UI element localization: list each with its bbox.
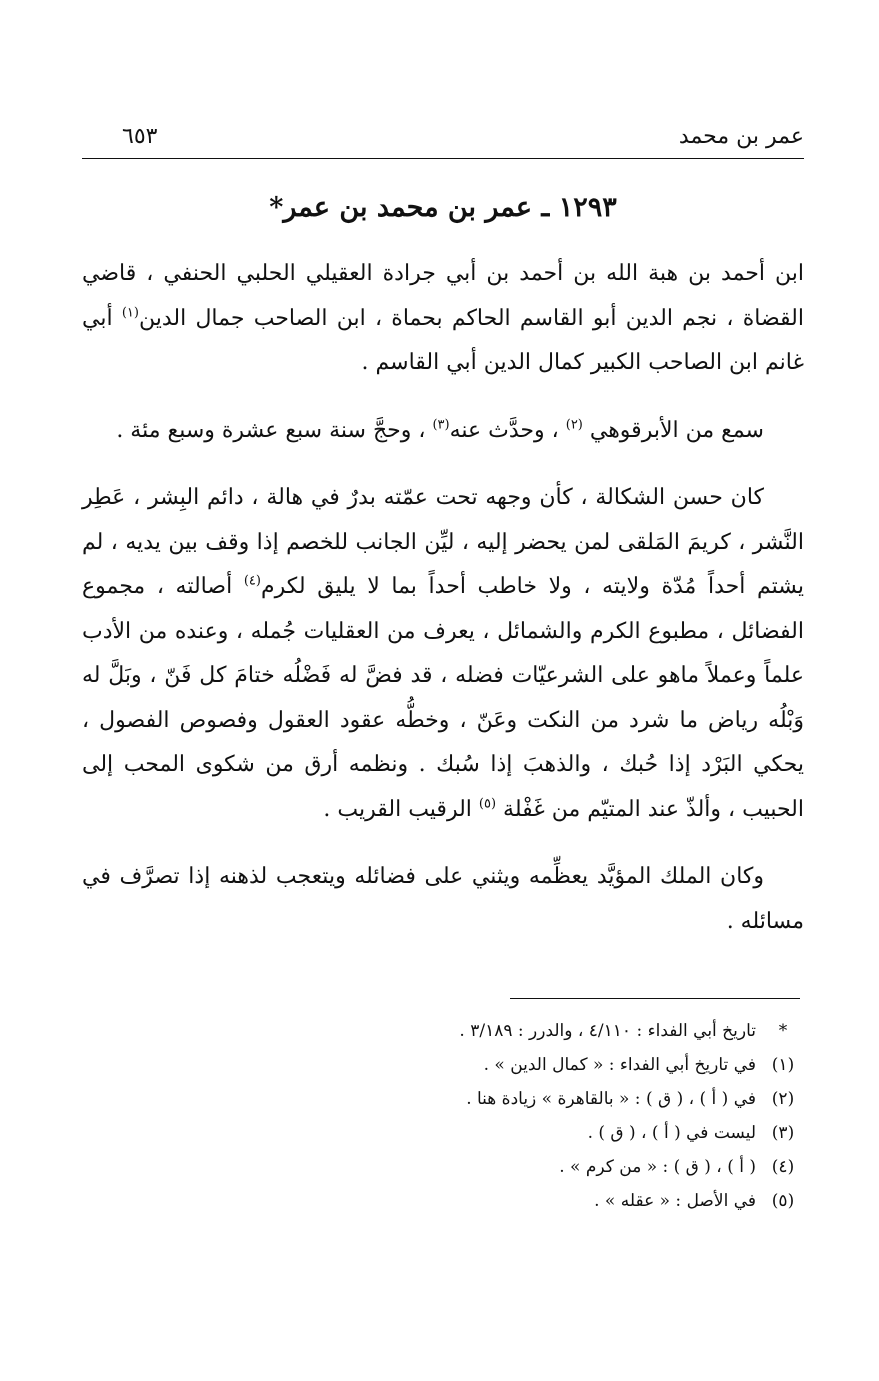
text-run: سمع من الأبرقوهي xyxy=(582,417,764,443)
footnote-text: ( أ ) ، ( ق ) : « من كرم » . xyxy=(559,1157,756,1177)
footnote-marker: (١) xyxy=(771,1055,795,1075)
footnote-marker: (٤) xyxy=(771,1157,795,1177)
running-title: عمر بن محمد xyxy=(678,124,804,149)
footnote xyxy=(82,1048,810,1082)
text-run: وكان الملك المؤيَّد يعظِّمه ويثني على فضائله ويتعجب لذهنه إذا تصرَّف في مسائله . xyxy=(82,864,804,934)
footnote-text: تاريخ أبي الفداء : ٤/١١٠ ، والدرر : ٣/١٨٩ . xyxy=(459,1021,756,1041)
paragraph xyxy=(82,855,804,944)
text-run: ، وحدَّث عنه xyxy=(449,417,566,443)
footnote xyxy=(82,1150,810,1184)
body-text xyxy=(82,252,804,967)
text-run: الرقيب القريب . xyxy=(323,796,479,822)
text-run: ، وحجَّ سنة سبع عشرة وسبع مئة . xyxy=(116,417,433,443)
footnote-text: في الأصل : « عقله » . xyxy=(594,1191,756,1211)
footnote-ref: (٣) xyxy=(432,417,450,433)
footnote-rule xyxy=(510,998,800,999)
header-rule xyxy=(82,158,804,159)
footnote-marker: (٥) xyxy=(771,1191,795,1211)
footnote-marker: (٣) xyxy=(771,1123,795,1143)
footnote-text: ليست في ( أ ) ، ( ق ) . xyxy=(587,1123,756,1143)
footnote-ref: (٤) xyxy=(243,573,261,589)
footnote xyxy=(82,1014,810,1048)
running-header xyxy=(82,118,804,158)
footnote-marker: * xyxy=(778,1021,788,1041)
footnote-text: في ( أ ) ، ( ق ) : « بالقاهرة » زيادة هنا . xyxy=(466,1089,756,1109)
text-run: أبي غانم ابن الصاحب الكبير كمال الدين أبي القاسم . xyxy=(82,305,804,375)
text-run: ابن أحمد بن هبة الله بن أحمد بن أبي جرادة العقيلي الحلبي الحنفي ، قاضي القضاة ، نجم الدين أبو القاسم الحاكم بحماة ، ابن الصاحب جمال الدين xyxy=(82,261,804,331)
entry-heading: ١٢٩٣ ـ عمر بن محمد بن عمر* xyxy=(269,192,617,223)
footnote xyxy=(82,1116,810,1150)
paragraph xyxy=(82,476,804,832)
footnote-ref: (١) xyxy=(121,305,139,321)
footnote-marker: (٢) xyxy=(771,1089,795,1109)
footnotes xyxy=(82,1014,810,1218)
footnote-ref: (٥) xyxy=(478,796,497,812)
text-run: أصالته ، مجموع الفضائل ، مطبوع الكرم والشمائل ، يعرف من العقليات جُمله ، وعنده من الأدب علماً وعملاً ماهو على الشرعيّات فضله ، قد فضَّ له فَضْلُه ختامَ كل فَنّ ، وبَلَّ له وَبْلُه رياض ما شرد من النكت وعَنّ ، وخطُّه عقود العقول وفصوص الفصول ، يحكي البَرْد إذا حُبك ، والذهبَ إذا سُبك . ونظمه أرق من شكوى المحب إلى الحبيب ، وألذّ عند المتيّم من غَفْلة xyxy=(82,574,804,822)
paragraph xyxy=(82,409,804,454)
footnote xyxy=(82,1082,810,1116)
footnote xyxy=(82,1184,810,1218)
text-run: كان حسن الشكالة ، كأن وجهه تحت عمّته بدرٌ في هالة ، دائم البِشر ، عَطِر النَّشر ، كريمَ المَلقى لمن يحضر إليه ، ليِّن الجانب للخصم إذا وقف بين يديه ، لم يشتم أحداً مُدّة ولايته ، ولا خاطب أحداً بما لا يليق لكرم xyxy=(82,485,804,599)
page-number: ٦٥٣ xyxy=(122,124,158,149)
paragraph xyxy=(82,252,804,386)
footnote-text: في تاريخ أبي الفداء : « كمال الدين » . xyxy=(483,1055,756,1075)
footnote-ref: (٢) xyxy=(565,417,583,433)
